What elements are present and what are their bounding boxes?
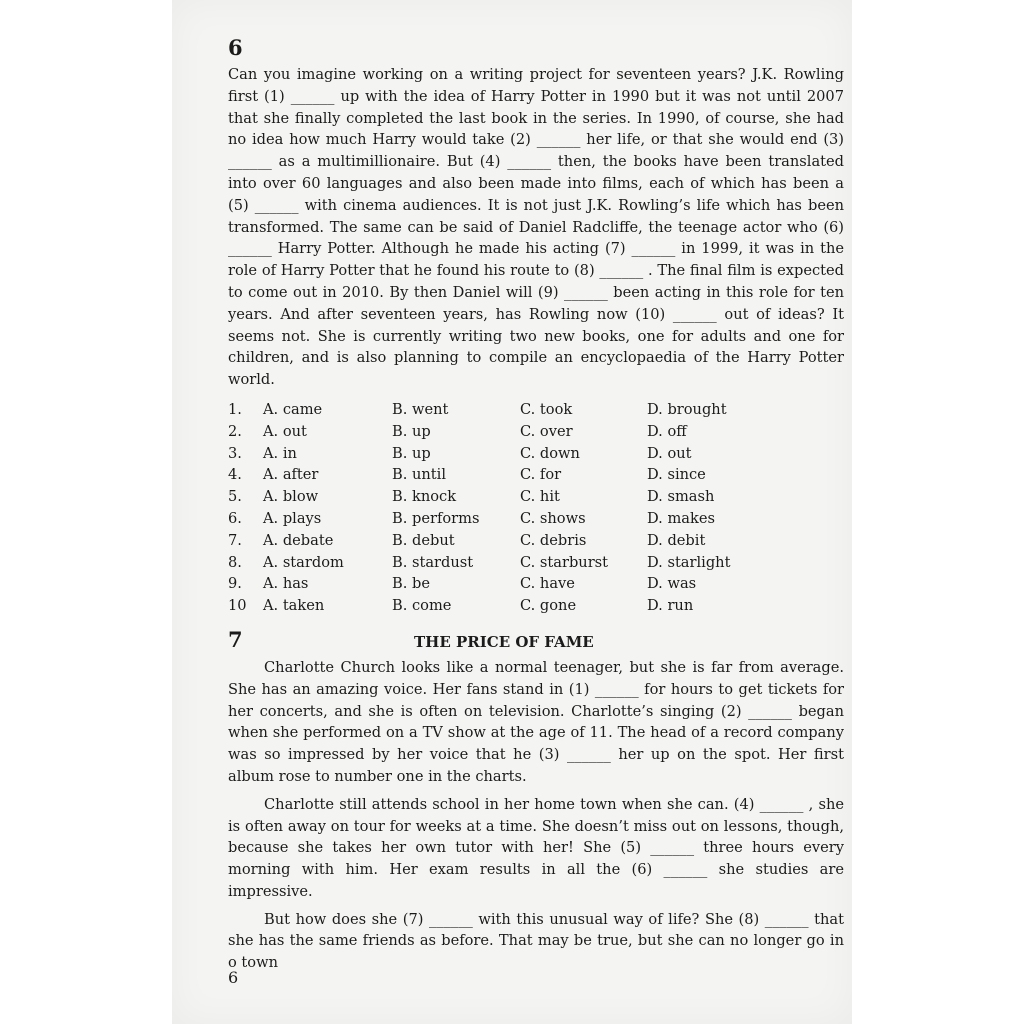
option-d: D. makes	[647, 509, 715, 527]
option-d: D. brought	[647, 400, 727, 418]
option-row	[228, 573, 797, 595]
option-b: B. be	[392, 575, 430, 593]
exercise-7-title: THE PRICE OF FAME	[414, 632, 594, 651]
option-a: A. stardom	[263, 553, 344, 571]
option-a: A. blow	[263, 488, 319, 506]
option-row	[228, 443, 797, 465]
option-a: A. taken	[263, 597, 325, 615]
option-c: C. starburst	[520, 553, 609, 571]
option-d: D. out	[647, 444, 692, 462]
option-a: A. after	[263, 466, 319, 484]
option-a: A. in	[263, 444, 297, 462]
option-b: B. until	[392, 466, 446, 484]
question-number: 10	[228, 597, 247, 615]
option-c: C. debris	[520, 531, 587, 549]
option-b: B. up	[392, 422, 431, 440]
question-number: 3.	[228, 444, 242, 462]
option-row	[228, 508, 797, 530]
exercise-7-header	[228, 627, 844, 657]
question-number: 1.	[228, 400, 242, 418]
option-d: D. was	[647, 575, 697, 593]
option-d: D. smash	[647, 488, 715, 506]
option-b: B. come	[392, 597, 452, 615]
option-c: C. gone	[520, 597, 577, 615]
page-number: 6	[228, 968, 239, 987]
option-d: D. off	[647, 422, 687, 440]
option-b: B. debut	[392, 531, 455, 549]
option-c: C. over	[520, 422, 573, 440]
option-c: C. down	[520, 444, 580, 462]
option-a: A. came	[263, 400, 323, 418]
option-d: D. since	[647, 466, 706, 484]
option-d: D. debit	[647, 531, 706, 549]
option-b: B. went	[392, 400, 449, 418]
option-b: B. performs	[392, 509, 480, 527]
question-number: 8.	[228, 553, 242, 571]
option-c: C. hit	[520, 488, 560, 506]
option-d: D. run	[647, 597, 694, 615]
book-page	[172, 0, 852, 1024]
option-a: A. out	[263, 422, 307, 440]
exercise-7-number: 7	[228, 626, 243, 652]
question-number: 6.	[228, 509, 242, 527]
question-number: 5.	[228, 488, 242, 506]
question-number: 2.	[228, 422, 242, 440]
option-row	[228, 486, 797, 508]
option-c: C. for	[520, 466, 562, 484]
exercise-6-number: 6	[228, 35, 243, 60]
question-number: 7.	[228, 531, 242, 549]
option-c: C. took	[520, 400, 573, 418]
option-b: B. knock	[392, 488, 457, 506]
exercise-7-paragraph-2: Charlotte still attends school in her home town when she can. (4) ______ , she is often away on tour for weeks at a time. She doesn’t miss out on lessons, though, because she takes her own tutor with her! She (5) ______ three hours every morning with him. Her exam results in all the (6) ______ she studies are impressive.	[228, 795, 844, 900]
option-row	[228, 399, 797, 421]
page-content	[228, 36, 844, 974]
exercise-6-passage: Can you imagine working on a writing project for seventeen years? J.K. Rowling first (1) ______ up with the idea of Harry Potter in 1990 but it was not until 2007 that she finally completed the last book in the series. In 1990, of course, she had no idea how much Harry would take (2) ______ her life, or that she would end (3) ______ as a multimillionaire. But (4) ______ then, the books have been translated into over 60 languages and also been made into films, each of which has been a (5) ______ with cinema audiences. It is not just J.K. Rowling’s life which has been transformed. The same can be said of Daniel Radcliffe, the teenage actor who (6) ______ Harry Potter. Although he made his acting (7) ______ in 1999, it was in the role of Harry Potter that he found his route to (8) ______ . The final film is expected to come out in 2010. By then Daniel will (9) ______ been acting in this role for ten years. And after seventeen years, has Rowling now (10) ______ out of ideas? It seems not. She is currently writing two new books, one for adults and one for children, and is also planning to compile an encyclopaedia of the Harry Potter world.	[228, 66, 844, 389]
option-a: A. debate	[263, 531, 334, 549]
option-row	[228, 530, 797, 552]
option-a: A. plays	[263, 509, 322, 527]
option-row	[228, 464, 797, 486]
option-a: A. has	[263, 575, 309, 593]
option-row	[228, 595, 797, 617]
option-b: B. stardust	[392, 553, 474, 571]
option-c: C. have	[520, 575, 575, 593]
option-b: B. up	[392, 444, 431, 462]
option-c: C. shows	[520, 509, 586, 527]
question-number: 4.	[228, 466, 242, 484]
exercise-7-paragraph-1: Charlotte Church looks like a normal teenager, but she is far from average. She has an amazing voice. Her fans stand in (1) ______ for hours to get tickets for her concerts, and she is often on television. Charlotte’s singing (2) ______ began when she performed on a TV show at the age of 11. The head of a record company was so impressed by her voice that he (3) ______ her up on the spot. Her first album rose to number one in the charts.	[228, 658, 844, 785]
exercise-6-options-table	[228, 399, 797, 617]
option-d: D. starlight	[647, 553, 731, 571]
option-row	[228, 552, 797, 574]
option-row	[228, 421, 797, 443]
exercise-7-paragraph-3: But how does she (7) ______ with this unusual way of life? She (8) ______ that she has the same friends as before. That may be true, but she can no longer go in o town	[228, 910, 844, 972]
question-number: 9.	[228, 575, 242, 593]
